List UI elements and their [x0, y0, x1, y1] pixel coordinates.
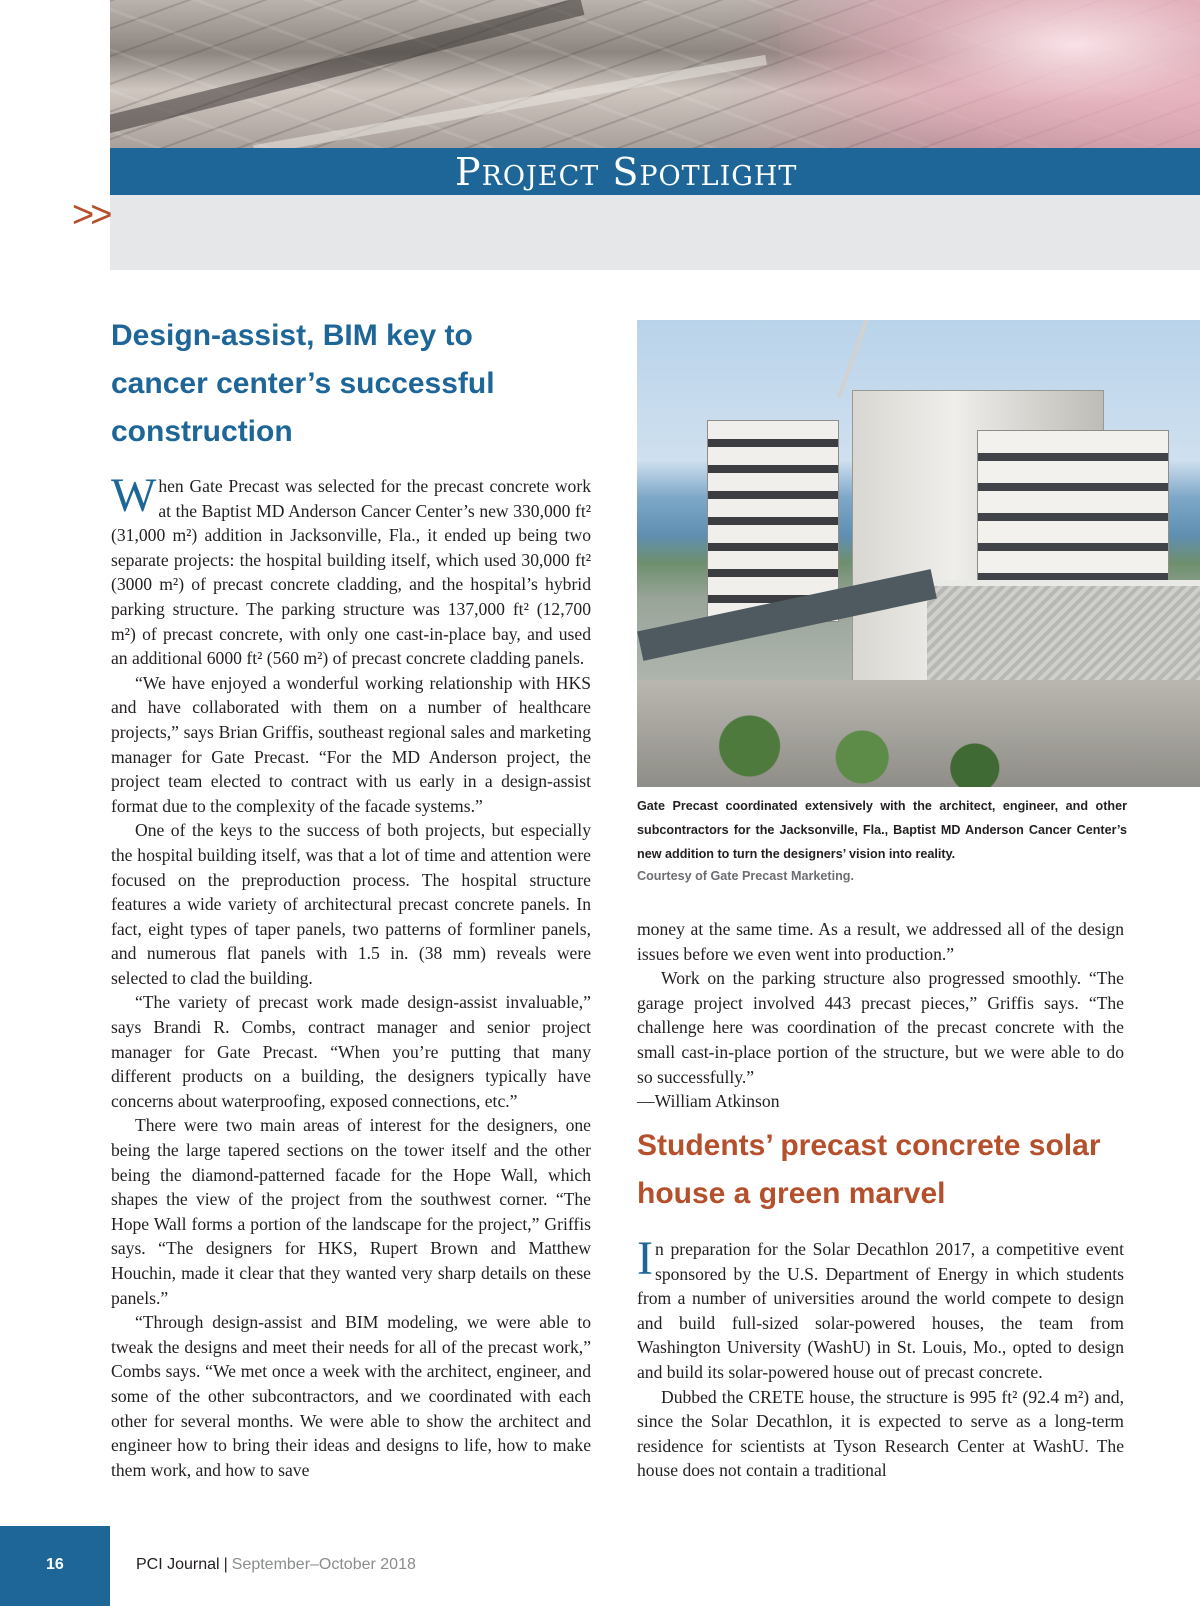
- photo-crane: [837, 320, 872, 398]
- section-band: [110, 148, 1200, 195]
- article1-paragraph: [111, 469, 591, 671]
- article1-signature: —William Atkinson: [637, 1091, 780, 1112]
- article1-title: Design-assist, BIM key to cancer center’s successful construction: [111, 319, 495, 448]
- header-photo-glow: [780, 0, 1200, 150]
- article1-dropcap: W: [111, 469, 157, 522]
- article1-paragraph: “We have enjoyed a wonderful working relationship with HKS and have collaborated with them on a number of healthcare projects,” says Brian Griffis, southeast regional sales and marketing manager for Gate Precast. “For the MD Anderson project, the project team elected to contract with us early in a design-assist format due to the complexity of the facade systems.”: [111, 672, 591, 816]
- article1-column-left: [111, 469, 591, 1482]
- article1-paragraph: money at the same time. As a result, we addressed all of the design issues before we even went into production.”: [637, 919, 1124, 964]
- article1-paragraph: “Through design-assist and BIM modeling, we were able to tweak the designs and meet their needs for all of the precast work,” Combs says. “We met once a week with the architect, engineer, and some of the other subcontractors, and we coordinated with each other for several months. We were able to show the architect and engineer how to bring their ideas and designs to life, how to make them work, and how to save: [111, 1312, 591, 1480]
- article1-paragraph: There were two main areas of interest for the designers, one being the large tapered sections on the tower itself and the other being the diamond-patterned facade for the Hope Wall, which shapes the view of the project from the southwest corner. “The Hope Wall forms a portion of the landscape for the project,” Griffis says. “The designers for HKS, Rupert Brown and Matthew Houchin, made it clear that they wanted very sharp details on these panels.”: [111, 1115, 591, 1308]
- photo-wing: [977, 430, 1169, 602]
- article2-paragraph: Dubbed the CRETE house, the structure is 995 ft² (92.4 m²) and, since the Solar Decathlon, it is expected to serve as a long-term residence for scientists at Tyson Research Center at WashU. The house does not contain a traditional: [637, 1386, 1124, 1481]
- chevron-right-icon: >>: [72, 194, 109, 236]
- issue-date: September–October 2018: [231, 1556, 416, 1573]
- article1-paragraph: Work on the parking structure also progressed smoothly. “The garage project involved 443 precast pieces,” Griffis says. “The challenge here was coordination of the precast concrete with the small cast-in-place portion of the structure, but we were able to do so successfully.”: [637, 968, 1124, 1087]
- photo-credit: Courtesy of Gate Precast Marketing.: [637, 869, 854, 883]
- article2-column: [637, 1232, 1124, 1483]
- photo-caption: Gate Precast coordinated extensively with the architect, engineer, and other subcontractors for the Jacksonville, Fla., Baptist MD Anderson Cancer Center’s new addition to turn the designers’ vision into reality.: [637, 799, 1127, 861]
- photo-trees: [637, 680, 1200, 787]
- article1-column-right: [637, 917, 1124, 1114]
- header-photo: [110, 0, 1200, 150]
- footer-folio: [136, 1556, 416, 1574]
- article2-paragraph-text: n preparation for the Solar Decathlon 2017, a competitive event sponsored by the U.S. Department of Energy in which students from a number of universities around the world compete to design and build full-sized solar-powered houses, the team from Washington University (WashU) in St. Louis, Mo., opted to design and build its solar-powered house out of precast concrete.: [637, 1239, 1124, 1382]
- page-number: 16: [46, 1556, 64, 1573]
- article2-dropcap: I: [637, 1232, 653, 1285]
- header-photo-beam: [110, 0, 584, 141]
- article1-paragraph: One of the keys to the success of both projects, but especially the hospital building itself, was that a lot of time and attention were focused on the preproduction process. The hospital structure features a wide variety of architectural precast concrete panels. In fact, eight types of taper panels, two patterns of formliner panels, and numerous flat panels with 1.5 in. (38 mm) reveals were selected to clad the building.: [111, 820, 591, 988]
- journal-name: PCI Journal: [136, 1556, 220, 1573]
- section-title: Project Spotlight: [455, 150, 798, 194]
- article1-paragraph-text: hen Gate Precast was selected for the precast concrete work at the Baptist MD Anderson Cancer Center’s new 330,000 ft² (31,000 m²) addition in Jacksonville, Fla., it ended up being two separate projects: the hospital building itself, which used 30,000 ft² (3000 m²) of precast concrete cladding, and the hospital’s hybrid parking structure. The parking structure was 137,000 ft² (12,700 m²) of precast concrete, with only one cast-in-place bay, and used an additional 6000 ft² (560 m²) of precast concrete cladding panels.: [111, 476, 591, 669]
- building-photo: [637, 320, 1200, 787]
- section-subband: [110, 195, 1200, 270]
- article2-paragraph: [637, 1232, 1124, 1385]
- article1-paragraph: “The variety of precast work made design-assist invaluable,” says Brandi R. Combs, contract manager and senior project manager for Gate Precast. “When you’re putting that many different products on a building, the designers typically have concerns about waterproofing, exposed connections, etc.”: [111, 992, 591, 1111]
- footer-separator: |: [223, 1556, 228, 1573]
- article2-title: Students’ precast concrete solar house a green marvel: [637, 1129, 1101, 1210]
